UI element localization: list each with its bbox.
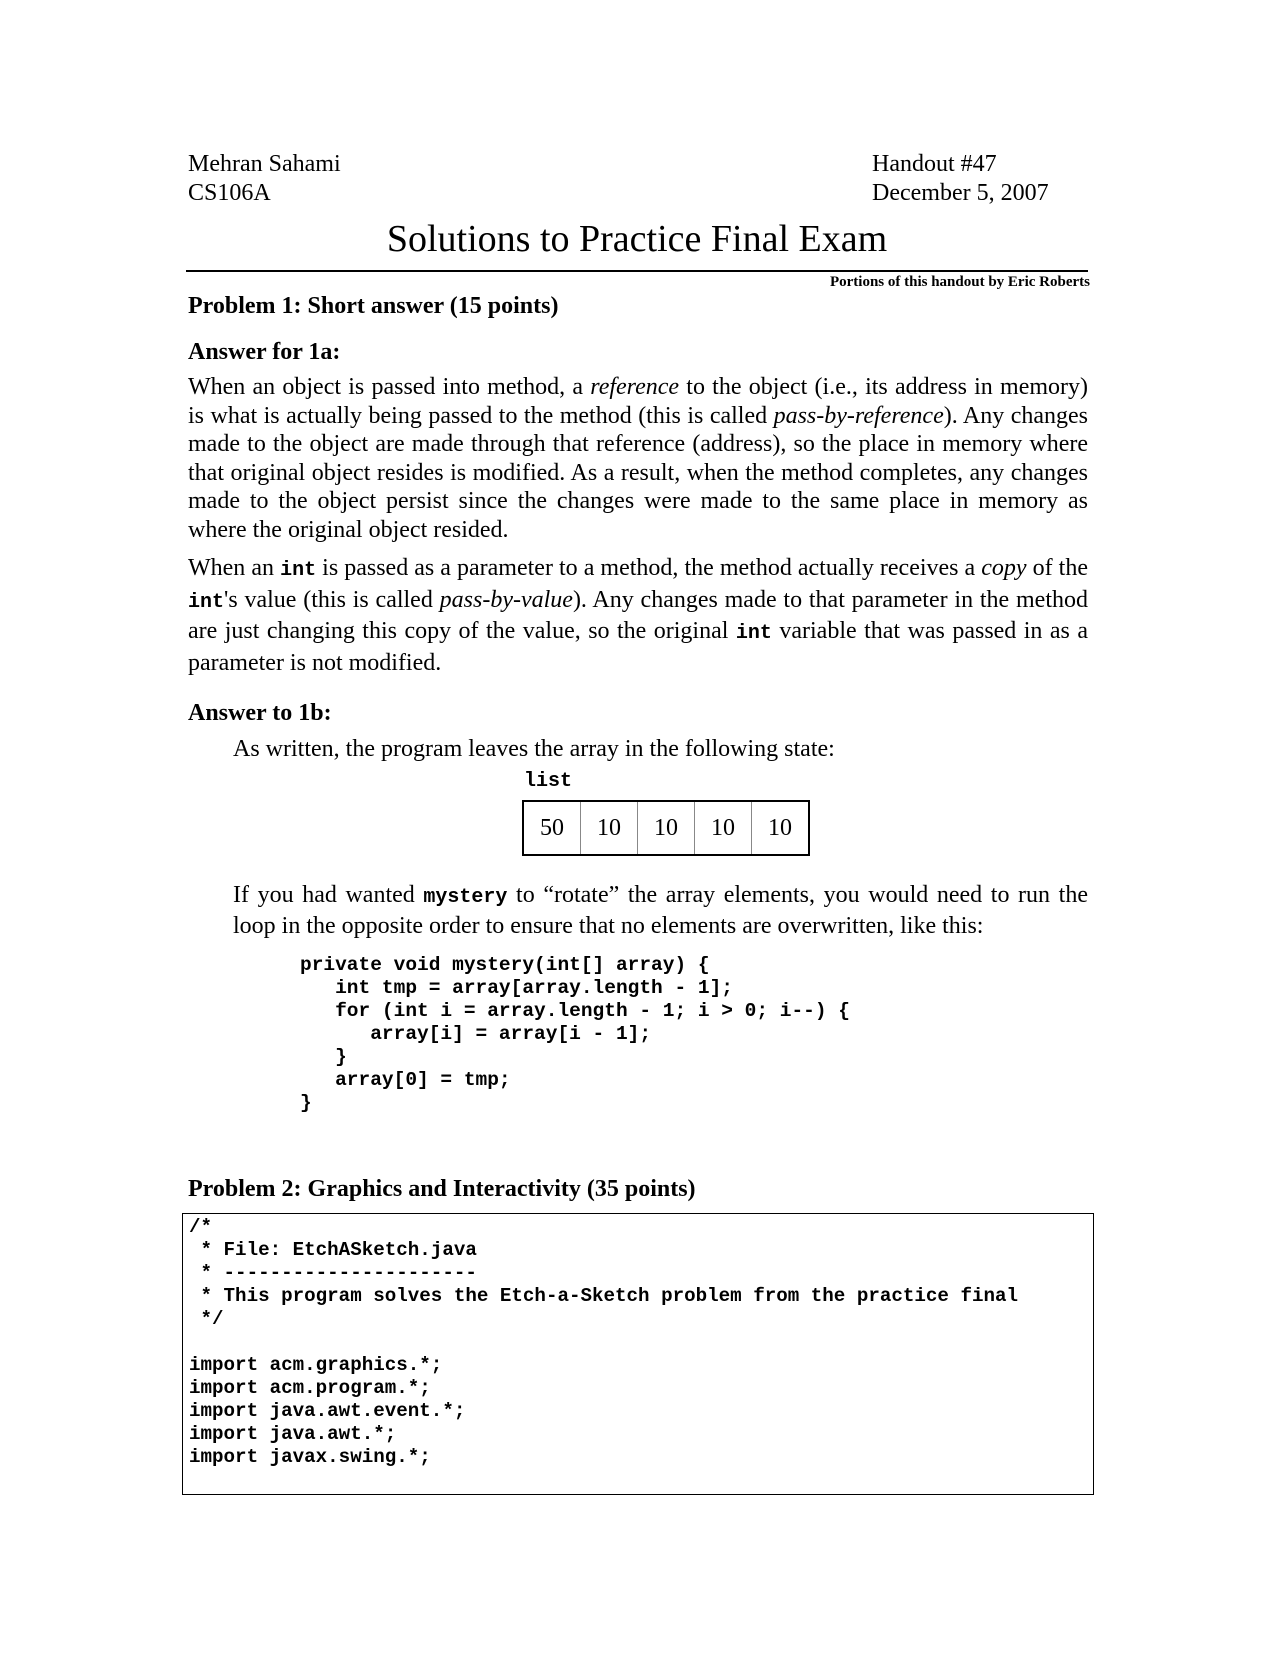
rotate-paragraph	[233, 881, 1088, 941]
text-run: ). Any changes made to the object are made through that reference (address), so the place in memory where that original object resides is modified. As a result, when the method completes, any changes made to the object persist since the changes were made to the same place in memory as where the original object resided.	[188, 402, 1088, 543]
etchasketch-code: /* * File: EtchASketch.java * ---------------------- * This program solves the Etch-a-Sketch problem from the practice final */ import acm.graphics.*; import acm.program.*; import java.awt.event.*; import java.awt.*; import javax.swing.*;	[189, 1216, 1019, 1468]
array-cell: 10	[580, 802, 637, 854]
text-run: to the object (i.e., its address in memory) is what is actually being passed to the method (this is called	[188, 374, 1088, 429]
answer-1a-paragraph-2	[188, 554, 1088, 677]
inline-code-int: int	[735, 622, 772, 646]
handout-date: December 5, 2007	[872, 180, 1049, 206]
etchasketch-code-box	[182, 1213, 1094, 1495]
handout-number: Handout #47	[872, 151, 997, 177]
page-title: Solutions to Practice Final Exam	[386, 218, 888, 260]
text-run: When an object is passed into method, a	[188, 374, 591, 400]
array-diagram	[522, 800, 810, 856]
answer-1b-heading: Answer to 1b:	[188, 700, 332, 726]
course-name: CS106A	[188, 180, 271, 206]
array-cell: 50	[540, 814, 564, 841]
emphasis-pass-by-value: pass-by-value	[439, 586, 573, 613]
inline-code-mystery: mystery	[423, 886, 508, 909]
credit-note: Portions of this handout by Eric Roberts	[829, 274, 1090, 290]
inline-code-int: int	[280, 559, 317, 582]
header-left	[188, 150, 341, 208]
text-run: When an	[188, 555, 281, 581]
text-run: variable that was passed in as a parameter is not modified.	[188, 618, 1088, 676]
title-divider	[186, 270, 1088, 272]
header-right	[872, 150, 1049, 208]
array-cell: 10	[694, 802, 751, 854]
mystery-code-block: private void mystery(int[] array) { int tmp = array[array.length - 1]; for (int i = array.length - 1; i > 0; i--) { array[i] = array[i - 1]; } array[0] = tmp; }	[300, 954, 850, 1114]
emphasis-pass-by-reference: pass-by-reference	[773, 402, 944, 429]
array-cell: 10	[637, 802, 694, 854]
emphasis-reference: reference	[590, 374, 680, 400]
answer-1b-intro: As written, the program leaves the array in the following state:	[233, 736, 835, 762]
emphasis-copy: copy	[981, 555, 1027, 581]
array-label: list	[524, 770, 573, 793]
array-cell: 10	[751, 802, 808, 854]
answer-1a-paragraph-1	[188, 373, 1088, 545]
inline-code-int: int	[188, 590, 225, 614]
problem2-heading: Problem 2: Graphics and Interactivity (35 points)	[188, 1176, 696, 1202]
text-run: If you had wanted	[233, 882, 424, 908]
author-name: Mehran Sahami	[188, 151, 341, 177]
text-run: is passed as a parameter to a method, the method actually receives a	[316, 555, 982, 581]
text-run: to “rotate” the array elements, you would need to run the loop in the opposite order to ensure that no elements are overwritten, like this:	[233, 882, 1088, 939]
text-run: of the	[1026, 555, 1088, 581]
problem1-heading: Problem 1: Short answer (15 points)	[188, 293, 559, 319]
text-run: ). Any changes made to that parameter in the method are just changing this copy of the value, so the original	[188, 586, 1088, 645]
answer-1a-heading: Answer for 1a:	[188, 339, 341, 365]
text-run: 's value (this is called	[224, 586, 440, 613]
